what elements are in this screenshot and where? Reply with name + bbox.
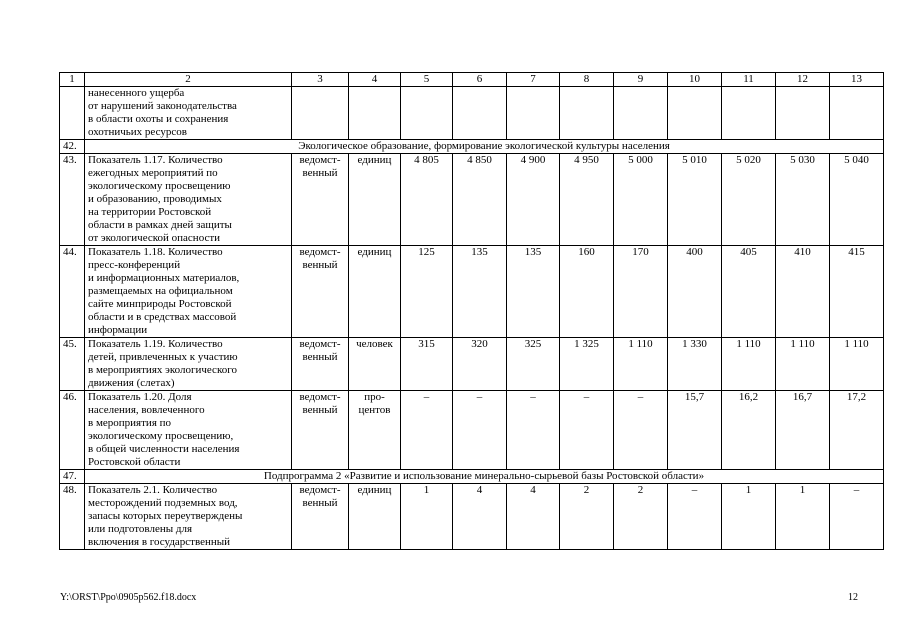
indicator-name-line: месторождений подземных вод, [88, 497, 238, 509]
indicator-name-line: Ростовской области [88, 456, 181, 468]
year-value: 405 [722, 246, 776, 338]
empty-cell [349, 87, 401, 140]
row-number: 45. [60, 338, 85, 391]
year-value: 4 805 [401, 154, 453, 246]
column-number-row [60, 73, 884, 87]
column-number: 12 [776, 73, 830, 87]
year-value: 135 [507, 246, 560, 338]
year-value: 2 [614, 484, 668, 550]
indicator-name-line: в общей численности населения [88, 443, 240, 455]
indicator-name-line: запасы которых переутверждены [88, 510, 243, 522]
column-number: 1 [60, 73, 85, 87]
indicator-name-line: ежегодных мероприятий по [88, 167, 218, 179]
unit-of-measure [349, 391, 401, 470]
year-value: 325 [507, 338, 560, 391]
indicator-name-line: от нарушений законодательства [88, 100, 237, 112]
year-value: 160 [560, 246, 614, 338]
year-value: 5 040 [830, 154, 884, 246]
indicator-name-line: и информационных материалов, [88, 272, 240, 284]
empty-cell [614, 87, 668, 140]
column-number: 4 [349, 73, 401, 87]
indicator-name-line: детей, привлеченных к участию [88, 351, 238, 363]
table-row [60, 338, 884, 391]
indicator-source-line: венный [302, 497, 338, 509]
unit-of-measure-line: центов [358, 404, 391, 416]
year-value: 2 [560, 484, 614, 550]
table-row [60, 154, 884, 246]
section-title: Подпрограмма 2 «Развитие и использование минерально-сырьевой базы Ростовской области» [85, 470, 884, 484]
year-value: 1 110 [830, 338, 884, 391]
table-row [60, 484, 884, 550]
indicator-source-line: венный [302, 167, 338, 179]
indicator-name [85, 87, 292, 140]
year-value: 170 [614, 246, 668, 338]
row-number: 43. [60, 154, 85, 246]
empty-cell [453, 87, 507, 140]
indicator-source-line: венный [302, 404, 338, 416]
section-title: Экологическое образование, формирование экологической культуры населения [85, 140, 884, 154]
indicator-name-line: включения в государственный [88, 536, 231, 548]
column-number: 6 [453, 73, 507, 87]
unit-of-measure [349, 154, 401, 246]
year-value: 17,2 [830, 391, 884, 470]
indicator-name-line: от экологической опасности [88, 232, 221, 244]
indicator-name-line: области в рамках дней защиты [88, 219, 232, 231]
indicator-name-line: информации [88, 324, 148, 336]
indicator-name [85, 338, 292, 391]
indicator-name-line: Показатель 1.20. Доля [88, 391, 192, 403]
indicator-name-line: в мероприятиях экологического [88, 364, 237, 376]
indicator-source-line: ведомст- [299, 154, 341, 166]
indicator-name-line: Показатель 2.1. Количество [88, 484, 218, 496]
indicator-name-line: в мероприятия по [88, 417, 172, 429]
indicator-name-line: размещаемых на официальном [88, 285, 233, 297]
indicator-source [292, 391, 349, 470]
year-value: – [507, 391, 560, 470]
indicator-name-line: экологическому просвещению, [88, 430, 234, 442]
indicator-name-line: Показатель 1.19. Количество [88, 338, 223, 350]
year-value: 1 110 [614, 338, 668, 391]
file-path: Y:\ORST\Ppo\0905p562.f18.docx [60, 592, 197, 603]
year-value: 1 110 [722, 338, 776, 391]
indicator-name-line: сайте минприроды Ростовской [88, 298, 232, 310]
indicator-table [59, 72, 884, 550]
column-number: 7 [507, 73, 560, 87]
empty-cell [401, 87, 453, 140]
indicator-source-line: ведомст- [299, 484, 341, 496]
indicator-name-line: в области охоты и сохранения [88, 113, 229, 125]
year-value: 16,7 [776, 391, 830, 470]
unit-of-measure-line: единиц [357, 484, 392, 496]
indicator-source-line: ведомст- [299, 338, 341, 350]
row-number: 42. [60, 140, 85, 154]
indicator-name-line: или подготовлены для [88, 523, 193, 535]
unit-of-measure [349, 484, 401, 550]
page-number: 12 [848, 592, 858, 603]
year-value: – [668, 484, 722, 550]
indicator-name-line: Показатель 1.17. Количество [88, 154, 223, 166]
column-number: 11 [722, 73, 776, 87]
empty-cell [292, 87, 349, 140]
indicator-name-line: охотничьих ресурсов [88, 126, 187, 138]
unit-of-measure-line: единиц [357, 154, 392, 166]
empty-cell [776, 87, 830, 140]
year-value: – [830, 484, 884, 550]
indicator-name-line: экологическому просвещению [88, 180, 231, 192]
empty-cell [722, 87, 776, 140]
empty-cell [830, 87, 884, 140]
column-number: 5 [401, 73, 453, 87]
empty-cell [507, 87, 560, 140]
unit-of-measure-line: человек [356, 338, 393, 350]
row-number-empty [60, 87, 85, 140]
year-value: 1 [401, 484, 453, 550]
row-number: 44. [60, 246, 85, 338]
year-value: – [401, 391, 453, 470]
indicator-name [85, 484, 292, 550]
indicator-name-line: движения (слетах) [88, 377, 175, 389]
year-value: 1 325 [560, 338, 614, 391]
year-value: – [453, 391, 507, 470]
year-value: 5 000 [614, 154, 668, 246]
column-number: 8 [560, 73, 614, 87]
year-value: 400 [668, 246, 722, 338]
indicator-source-line: ведомст- [299, 391, 341, 403]
year-value: 1 [776, 484, 830, 550]
indicator-name-line: Показатель 1.18. Количество [88, 246, 223, 258]
indicator-name [85, 154, 292, 246]
indicator-name-line: на территории Ростовской [88, 206, 212, 218]
year-value: 1 [722, 484, 776, 550]
year-value: 410 [776, 246, 830, 338]
year-value: 315 [401, 338, 453, 391]
indicator-source [292, 154, 349, 246]
year-value: 4 [507, 484, 560, 550]
indicator-name [85, 391, 292, 470]
table-row [60, 246, 884, 338]
empty-cell [668, 87, 722, 140]
unit-of-measure [349, 338, 401, 391]
column-number: 13 [830, 73, 884, 87]
unit-of-measure-line: про- [364, 391, 385, 403]
indicator-name [85, 246, 292, 338]
section-row [60, 470, 884, 484]
table-row [60, 391, 884, 470]
year-value: 5 010 [668, 154, 722, 246]
table-row [60, 87, 884, 140]
year-value: – [560, 391, 614, 470]
year-value: 5 020 [722, 154, 776, 246]
year-value: – [614, 391, 668, 470]
year-value: 1 110 [776, 338, 830, 391]
column-number: 3 [292, 73, 349, 87]
indicator-name-line: пресс-конференций [88, 259, 181, 271]
year-value: 320 [453, 338, 507, 391]
indicator-name-line: населения, вовлеченного [88, 404, 205, 416]
year-value: 5 030 [776, 154, 830, 246]
empty-cell [560, 87, 614, 140]
unit-of-measure [349, 246, 401, 338]
row-number: 48. [60, 484, 85, 550]
indicator-name-line: области и в средствах массовой [88, 311, 237, 323]
row-number: 46. [60, 391, 85, 470]
indicator-source [292, 338, 349, 391]
indicator-source-line: ведомст- [299, 246, 341, 258]
row-number: 47. [60, 470, 85, 484]
year-value: 1 330 [668, 338, 722, 391]
indicator-source [292, 484, 349, 550]
indicator-name-line: и образованию, проводимых [88, 193, 222, 205]
column-number: 10 [668, 73, 722, 87]
year-value: 125 [401, 246, 453, 338]
year-value: 4 950 [560, 154, 614, 246]
column-number: 2 [85, 73, 292, 87]
year-value: 415 [830, 246, 884, 338]
indicator-name-line: нанесенного ущерба [88, 87, 185, 99]
indicator-source-line: венный [302, 351, 338, 363]
year-value: 4 850 [453, 154, 507, 246]
year-value: 135 [453, 246, 507, 338]
indicator-source [292, 246, 349, 338]
unit-of-measure-line: единиц [357, 246, 392, 258]
indicator-source-line: венный [302, 259, 338, 271]
year-value: 16,2 [722, 391, 776, 470]
column-number: 9 [614, 73, 668, 87]
year-value: 4 [453, 484, 507, 550]
year-value: 15,7 [668, 391, 722, 470]
year-value: 4 900 [507, 154, 560, 246]
section-row [60, 140, 884, 154]
